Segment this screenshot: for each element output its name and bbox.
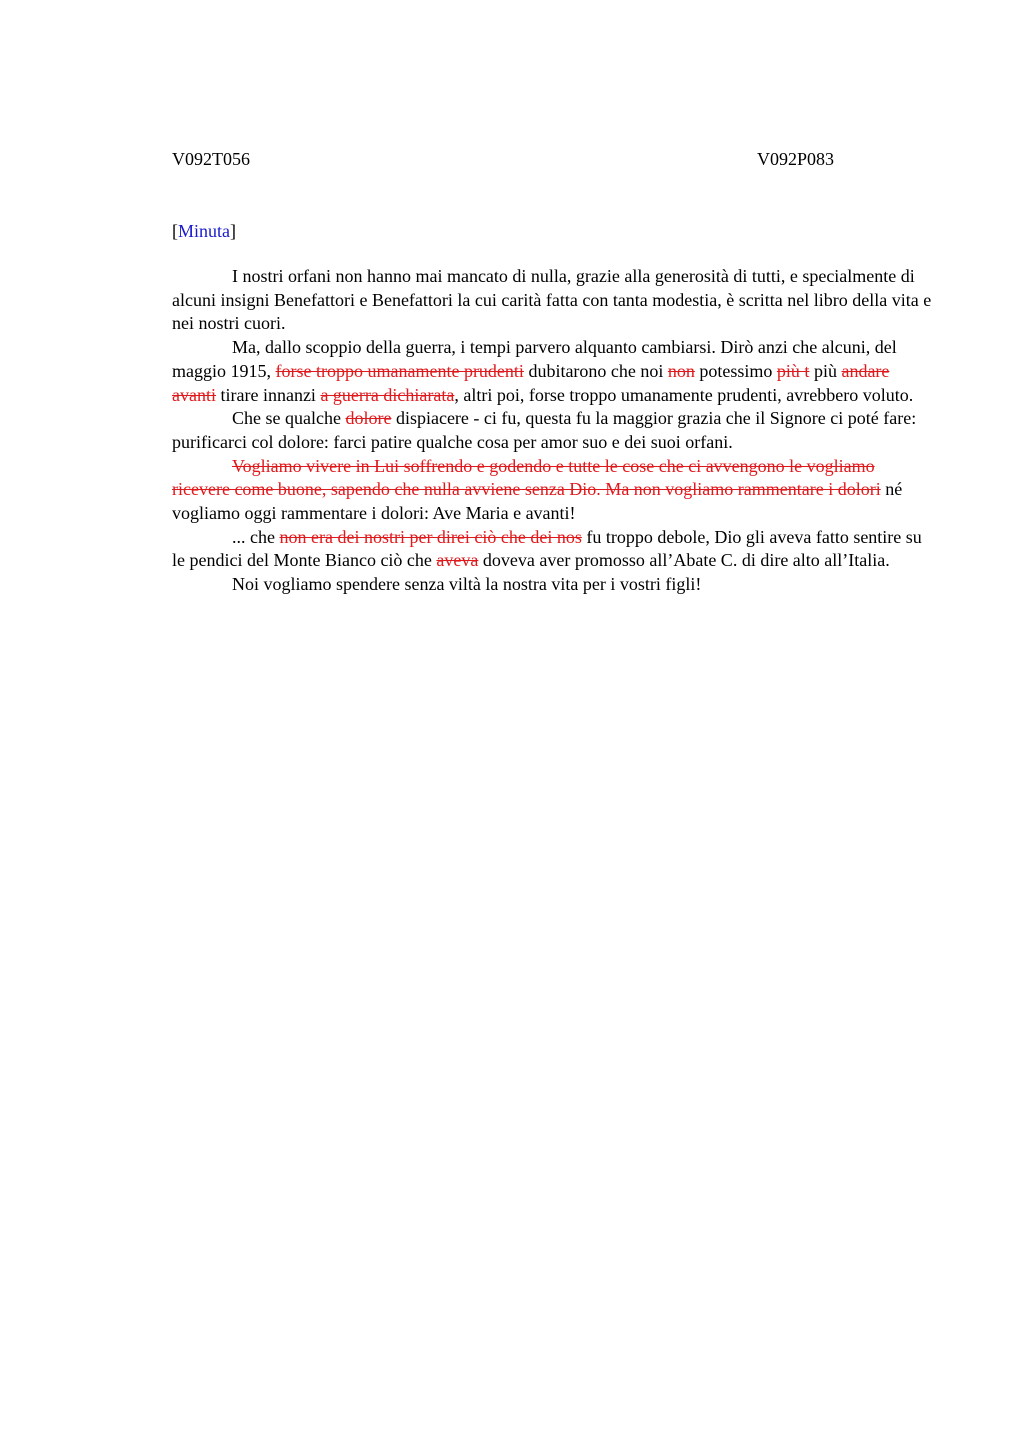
text-run: più <box>809 360 842 381</box>
deleted-text: a guerra dichiarata <box>320 384 455 405</box>
deleted-text: Vogliamo vivere in Lui soffrendo e godendo e tutte le cose che ci avvengono le vogliamo ricevere come buone, sapendo che nulla avviene senza Dio. Ma non vogliamo rammentare i dolori <box>172 455 881 500</box>
text-run: dispiacere - ci fu, questa fu la maggior grazia che il Signore ci poté fare: purificarci col dolore: farci patire qualche cosa per amor suo e dei suoi orfani. <box>172 408 917 452</box>
text-run: dubitarono che noi <box>523 360 668 381</box>
text-run: Che se qualche <box>232 408 346 429</box>
document-body <box>172 265 932 597</box>
deleted-text: forse troppo umanamente prudenti <box>275 360 524 381</box>
document-page <box>172 145 932 597</box>
deleted-text: non era dei nostri per direi ciò che dei nos <box>279 526 582 547</box>
text-run: tirare innanzi <box>215 384 321 405</box>
paragraph <box>172 407 932 454</box>
text-run: doveva aver promosso all’Abate C. di dire alto all’Italia. <box>478 550 890 571</box>
text-run: I nostri orfani non hanno mai mancato di nulla, grazie alla generosità di tutti, e specialmente di alcuni insigni Benefattori e Benefattori la cui carità fatta con tanta modestia, è scritta nel libro della vita e nei nostri cuori. <box>172 266 932 334</box>
deleted-text: aveva <box>436 550 479 571</box>
deleted-text: dolore <box>345 408 392 429</box>
paragraph <box>172 573 932 597</box>
text-run: potessimo <box>694 360 777 381</box>
page-code-right: V092P083 <box>757 149 835 169</box>
open-bracket: [ <box>172 221 178 241</box>
deleted-text: andare avanti <box>172 360 890 405</box>
paragraph <box>172 336 932 407</box>
text-run: Noi vogliamo spendere senza viltà la nostra vita per i vostri figli! <box>232 574 702 595</box>
paragraph <box>172 265 932 336</box>
document-code-left: V092T056 <box>172 149 250 169</box>
text-run: , altri poi, forse troppo umanamente prudenti, avrebbero voluto. <box>454 384 914 405</box>
deleted-text: più t <box>776 360 810 381</box>
text-run: Ma, dallo scoppio della guerra, i tempi parvero alquanto cambiarsi. Dirò anzi che alcuni, del maggio 1915, <box>172 337 897 381</box>
paragraph <box>172 455 932 526</box>
paragraph <box>172 526 932 573</box>
minuta-label: Minuta <box>178 221 230 241</box>
text-run: ... che <box>232 526 280 547</box>
close-bracket: ] <box>230 221 236 241</box>
section-label <box>172 217 932 245</box>
text-run: né vogliamo oggi rammentare i dolori: Ave Maria e avanti! <box>172 479 903 524</box>
text-run: fu troppo debole, Dio gli aveva fatto sentire su le pendici del Monte Bianco ciò che <box>172 526 922 571</box>
deleted-text: non <box>667 360 695 381</box>
document-header <box>172 145 932 173</box>
